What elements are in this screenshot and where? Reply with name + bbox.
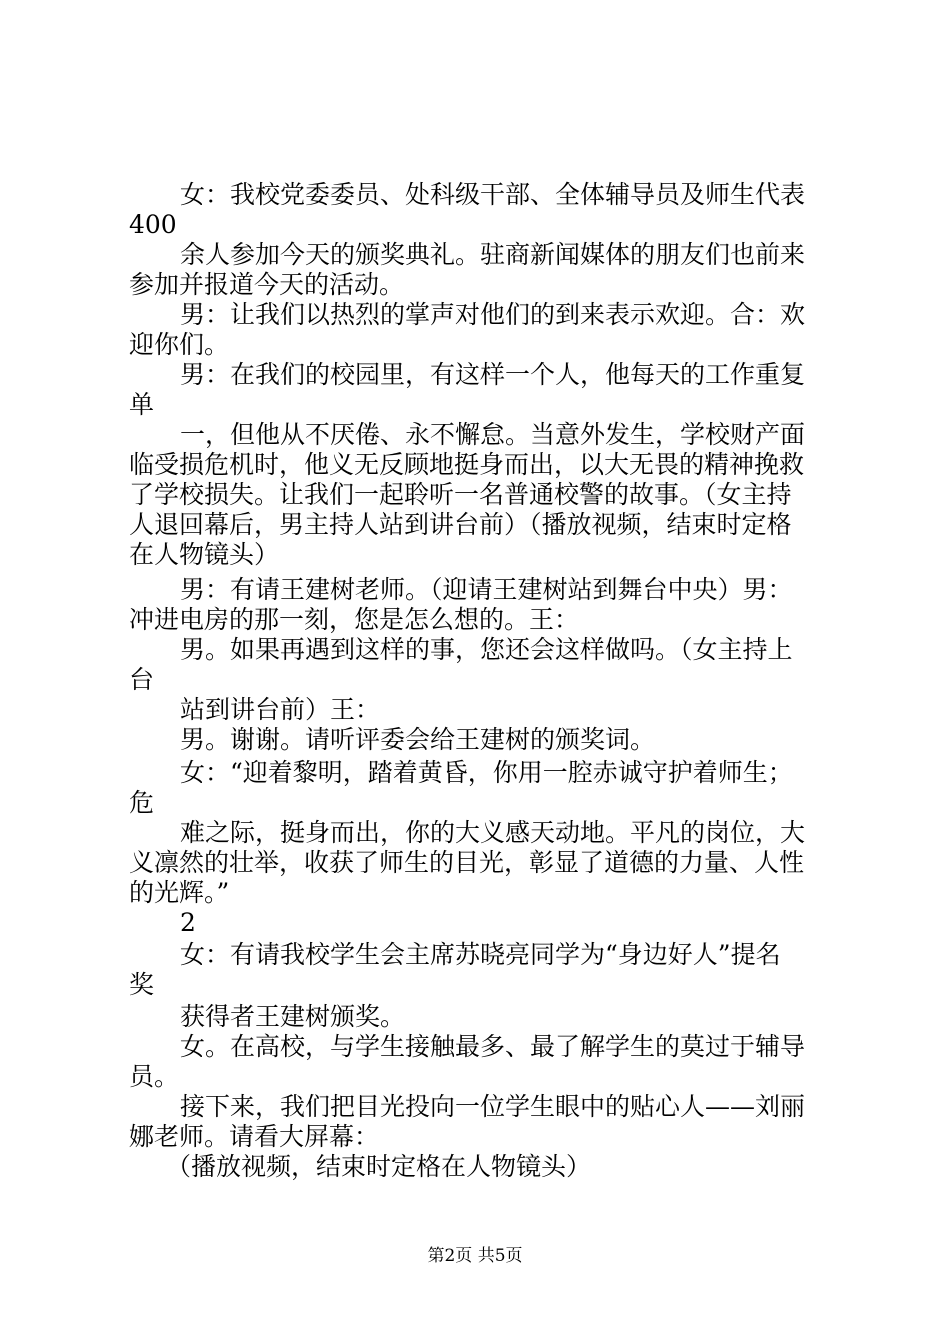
text-line: 单 — [129, 390, 155, 419]
text-line: （播放视频，结束时定格在人物镜头） — [166, 1152, 592, 1181]
text-line: 义凛然的壮举，收获了师生的目光，彰显了道德的力量、人性 — [129, 848, 805, 877]
text-line: 2 — [180, 908, 196, 937]
text-line: 一，但他从不厌倦、永不懈怠。当意外发生，学校财产面 — [180, 420, 806, 449]
text-line: 女。在高校，与学生接触最多、最了解学生的莫过于辅导 — [180, 1032, 806, 1061]
text-line: 余人参加今天的颁奖典礼。驻商新闻媒体的朋友们也前来 — [180, 240, 806, 269]
text-line: 人退回幕后，男主持人站到讲台前）（播放视频，结束时定格 — [129, 510, 792, 539]
text-line: 男：有请王建树老师。（迎请王建树站到舞台中央）男： — [180, 575, 793, 604]
text-line: 临受损危机时，他义无反顾地挺身而出，以大无畏的精神挽救 — [129, 450, 805, 479]
text-line: 的光辉。” — [129, 878, 230, 907]
text-line: 参加并报道今天的活动。 — [129, 270, 405, 299]
text-line: 女：“迎着黎明，踏着黄昏，你用一腔赤诚守护着师生； — [180, 758, 793, 787]
text-line: 在人物镜头） — [129, 540, 280, 569]
text-line: 男：让我们以热烈的掌声对他们的到来表示欢迎。合：欢 — [180, 300, 806, 329]
text-line: 获得者王建树颁奖。 — [180, 1002, 406, 1031]
text-line: 娜老师。请看大屏幕： — [129, 1122, 380, 1151]
text-line: 女：我校党委委员、处科级干部、全体辅导员及师生代表 — [180, 180, 806, 209]
text-line: 接下来，我们把目光投向一位学生眼中的贴心人——刘丽 — [180, 1092, 806, 1121]
text-line: 400 — [129, 210, 177, 239]
text-line: 台 — [129, 665, 155, 694]
text-line: 女：有请我校学生会主席苏晓亮同学为“身边好人”提名 — [180, 940, 781, 969]
page-number-footer: 第2页 共5页 — [427, 1246, 523, 1266]
text-line: 男。谢谢。请听评委会给王建树的颁奖词。 — [180, 725, 656, 754]
text-line: 男：在我们的校园里，有这样一个人，他每天的工作重复 — [180, 360, 806, 389]
text-line: 站到讲台前）王： — [180, 695, 381, 724]
text-line: 冲进电房的那一刻，您是怎么想的。王： — [129, 605, 580, 634]
text-line: 员。 — [129, 1062, 180, 1091]
text-line: 难之际，挺身而出，你的大义感天动地。平凡的岗位，大 — [180, 818, 806, 847]
text-line: 男。如果再遇到这样的事，您还会这样做吗。（女主持上 — [180, 635, 793, 664]
text-line: 迎你们。 — [129, 330, 230, 359]
text-line: 了学校损失。让我们一起聆听一名普通校警的故事。（女主持 — [129, 480, 792, 509]
text-line: 奖 — [129, 970, 155, 999]
text-line: 危 — [129, 788, 155, 817]
